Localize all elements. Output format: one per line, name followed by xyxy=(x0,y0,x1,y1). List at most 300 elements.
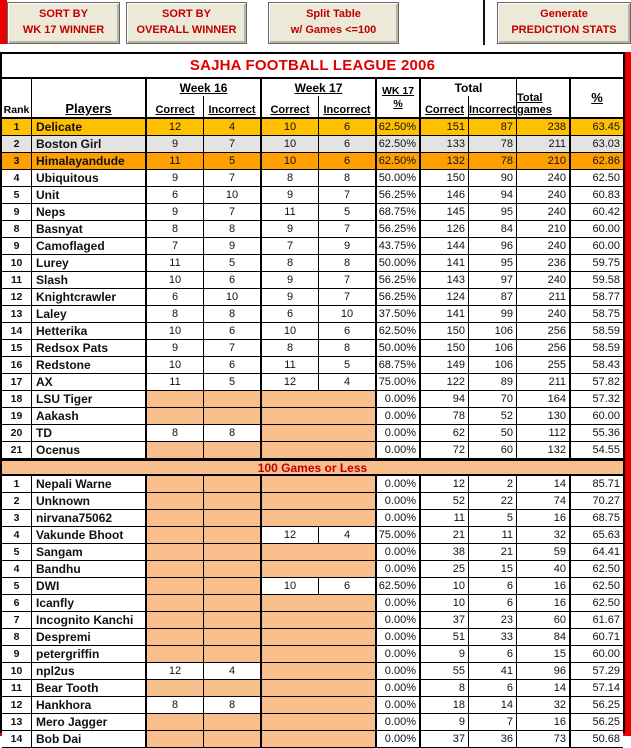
overall-pct-cell[interactable]: 57.32 xyxy=(571,391,623,408)
total-games-cell[interactable]: 240 xyxy=(517,272,571,289)
total-games-cell[interactable]: 238 xyxy=(517,119,571,136)
player-name-cell[interactable]: Knightcrawler xyxy=(32,289,147,306)
total-correct-cell[interactable]: 10 xyxy=(421,578,469,595)
header-week16-incorrect[interactable] xyxy=(204,96,262,117)
total-incorrect-cell[interactable]: 36 xyxy=(469,731,517,748)
total-games-cell[interactable]: 240 xyxy=(517,306,571,323)
week16-incorrect-cell[interactable]: 6 xyxy=(204,272,262,289)
total-incorrect-cell[interactable]: 78 xyxy=(469,136,517,153)
player-name-cell[interactable]: Neps xyxy=(32,204,147,221)
wk17-pct-cell[interactable]: 43.75% xyxy=(377,238,421,255)
player-name-cell[interactable]: Icanfly xyxy=(32,595,147,612)
week16-incorrect-cell[interactable] xyxy=(204,680,262,697)
rank-cell[interactable]: 9 xyxy=(2,646,32,663)
sort-by-overall-winner-button[interactable] xyxy=(126,2,247,44)
total-correct-cell[interactable]: 150 xyxy=(421,323,469,340)
week16-incorrect-cell[interactable] xyxy=(204,544,262,561)
week16-correct-cell[interactable]: 11 xyxy=(147,374,204,391)
total-incorrect-cell[interactable]: 33 xyxy=(469,629,517,646)
player-name-cell[interactable]: Despremi xyxy=(32,629,147,646)
wk17-pct-cell[interactable]: 0.00% xyxy=(377,595,421,612)
rank-cell[interactable]: 7 xyxy=(2,612,32,629)
wk17-pct-cell[interactable]: 50.00% xyxy=(377,170,421,187)
week17-blank-cell[interactable] xyxy=(262,493,377,510)
week17-correct-cell[interactable]: 8 xyxy=(262,340,319,357)
week16-incorrect-cell[interactable]: 10 xyxy=(204,187,262,204)
player-name-cell[interactable]: Ocenus xyxy=(32,442,147,459)
total-games-cell[interactable]: 84 xyxy=(517,629,571,646)
header-total-correct[interactable] xyxy=(421,96,469,117)
player-name-cell[interactable]: Redsox Pats xyxy=(32,340,147,357)
wk17-pct-cell[interactable]: 0.00% xyxy=(377,680,421,697)
week17-incorrect-cell[interactable]: 5 xyxy=(319,357,377,374)
total-incorrect-cell[interactable]: 70 xyxy=(469,391,517,408)
total-games-cell[interactable]: 211 xyxy=(517,136,571,153)
rank-cell[interactable]: 11 xyxy=(2,272,32,289)
total-incorrect-cell[interactable]: 6 xyxy=(469,578,517,595)
overall-pct-cell[interactable]: 60.00 xyxy=(571,408,623,425)
rank-cell[interactable]: 9 xyxy=(2,204,32,221)
rank-cell[interactable]: 6 xyxy=(2,595,32,612)
total-incorrect-cell[interactable]: 14 xyxy=(469,697,517,714)
overall-pct-cell[interactable]: 68.75 xyxy=(571,510,623,527)
overall-pct-cell[interactable]: 59.75 xyxy=(571,255,623,272)
total-games-cell[interactable]: 240 xyxy=(517,238,571,255)
overall-pct-cell[interactable]: 59.58 xyxy=(571,272,623,289)
week16-correct-cell[interactable] xyxy=(147,714,204,731)
rank-cell[interactable]: 14 xyxy=(2,731,32,748)
week16-correct-cell[interactable]: 10 xyxy=(147,272,204,289)
week16-incorrect-cell[interactable]: 8 xyxy=(204,221,262,238)
week16-correct-cell[interactable]: 12 xyxy=(147,119,204,136)
wk17-pct-cell[interactable]: 56.25% xyxy=(377,221,421,238)
week16-correct-cell[interactable] xyxy=(147,629,204,646)
week16-correct-cell[interactable]: 8 xyxy=(147,306,204,323)
total-correct-cell[interactable]: 52 xyxy=(421,493,469,510)
overall-pct-cell[interactable]: 63.45 xyxy=(571,119,623,136)
overall-pct-cell[interactable]: 60.83 xyxy=(571,187,623,204)
rank-cell[interactable]: 10 xyxy=(2,663,32,680)
rank-cell[interactable]: 3 xyxy=(2,153,32,170)
week17-incorrect-cell[interactable]: 7 xyxy=(319,221,377,238)
total-incorrect-cell[interactable]: 52 xyxy=(469,408,517,425)
rank-cell[interactable]: 8 xyxy=(2,221,32,238)
overall-pct-cell[interactable]: 85.71 xyxy=(571,476,623,493)
rank-cell[interactable]: 9 xyxy=(2,238,32,255)
wk17-pct-cell[interactable]: 37.50% xyxy=(377,306,421,323)
week16-incorrect-cell[interactable] xyxy=(204,612,262,629)
week16-correct-cell[interactable] xyxy=(147,680,204,697)
header-week17-correct[interactable] xyxy=(262,96,319,117)
overall-pct-cell[interactable]: 62.50 xyxy=(571,170,623,187)
total-incorrect-cell[interactable]: 94 xyxy=(469,187,517,204)
week16-incorrect-cell[interactable]: 5 xyxy=(204,255,262,272)
overall-pct-cell[interactable]: 50.68 xyxy=(571,731,623,748)
wk17-pct-cell[interactable]: 50.00% xyxy=(377,340,421,357)
week16-correct-cell[interactable] xyxy=(147,646,204,663)
total-correct-cell[interactable]: 37 xyxy=(421,731,469,748)
week16-correct-cell[interactable]: 8 xyxy=(147,425,204,442)
wk17-pct-cell[interactable]: 62.50% xyxy=(377,136,421,153)
week17-blank-cell[interactable] xyxy=(262,697,377,714)
total-correct-cell[interactable]: 132 xyxy=(421,153,469,170)
week16-incorrect-cell[interactable]: 5 xyxy=(204,374,262,391)
overall-pct-cell[interactable]: 58.77 xyxy=(571,289,623,306)
overall-pct-cell[interactable]: 61.67 xyxy=(571,612,623,629)
header-week17[interactable] xyxy=(262,79,377,96)
week17-incorrect-cell[interactable]: 6 xyxy=(319,119,377,136)
player-name-cell[interactable]: TD xyxy=(32,425,147,442)
week16-correct-cell[interactable]: 6 xyxy=(147,289,204,306)
week16-correct-cell[interactable] xyxy=(147,578,204,595)
total-correct-cell[interactable]: 151 xyxy=(421,119,469,136)
header-week17-incorrect[interactable] xyxy=(319,96,377,117)
total-games-cell[interactable]: 240 xyxy=(517,204,571,221)
wk17-pct-cell[interactable]: 0.00% xyxy=(377,561,421,578)
rank-cell[interactable]: 2 xyxy=(2,493,32,510)
week17-incorrect-cell[interactable]: 9 xyxy=(319,238,377,255)
total-correct-cell[interactable]: 38 xyxy=(421,544,469,561)
total-games-cell[interactable]: 130 xyxy=(517,408,571,425)
wk17-pct-cell[interactable]: 75.00% xyxy=(377,374,421,391)
week16-incorrect-cell[interactable]: 7 xyxy=(204,170,262,187)
week17-correct-cell[interactable]: 9 xyxy=(262,272,319,289)
week16-correct-cell[interactable] xyxy=(147,391,204,408)
total-incorrect-cell[interactable]: 22 xyxy=(469,493,517,510)
player-name-cell[interactable]: Ubiquitous xyxy=(32,170,147,187)
player-name-cell[interactable]: Bandhu xyxy=(32,561,147,578)
week17-incorrect-cell[interactable]: 7 xyxy=(319,289,377,306)
overall-pct-cell[interactable]: 62.50 xyxy=(571,561,623,578)
header-total[interactable]: Total xyxy=(421,79,517,96)
wk17-pct-cell[interactable]: 56.25% xyxy=(377,289,421,306)
player-name-cell[interactable]: petergriffin xyxy=(32,646,147,663)
week16-correct-cell[interactable] xyxy=(147,493,204,510)
week16-correct-cell[interactable]: 9 xyxy=(147,170,204,187)
total-incorrect-cell[interactable]: 90 xyxy=(469,170,517,187)
rank-cell[interactable]: 18 xyxy=(2,391,32,408)
wk17-pct-cell[interactable]: 0.00% xyxy=(377,697,421,714)
total-games-cell[interactable]: 240 xyxy=(517,170,571,187)
rank-cell[interactable]: 16 xyxy=(2,357,32,374)
week17-blank-cell[interactable] xyxy=(262,544,377,561)
week17-incorrect-cell[interactable]: 4 xyxy=(319,374,377,391)
total-games-cell[interactable]: 256 xyxy=(517,323,571,340)
week17-correct-cell[interactable]: 10 xyxy=(262,153,319,170)
total-correct-cell[interactable]: 133 xyxy=(421,136,469,153)
wk17-pct-cell[interactable]: 0.00% xyxy=(377,510,421,527)
total-incorrect-cell[interactable]: 84 xyxy=(469,221,517,238)
rank-cell[interactable]: 5 xyxy=(2,187,32,204)
wk17-pct-cell[interactable]: 0.00% xyxy=(377,612,421,629)
player-name-cell[interactable]: DWI xyxy=(32,578,147,595)
week17-correct-cell[interactable]: 9 xyxy=(262,187,319,204)
week16-correct-cell[interactable] xyxy=(147,408,204,425)
week16-correct-cell[interactable]: 11 xyxy=(147,153,204,170)
total-correct-cell[interactable]: 141 xyxy=(421,255,469,272)
total-correct-cell[interactable]: 144 xyxy=(421,238,469,255)
total-correct-cell[interactable]: 141 xyxy=(421,306,469,323)
week16-correct-cell[interactable]: 6 xyxy=(147,187,204,204)
generate-prediction-stats-button[interactable] xyxy=(497,2,631,44)
player-name-cell[interactable]: npl2us xyxy=(32,663,147,680)
wk17-pct-cell[interactable]: 0.00% xyxy=(377,663,421,680)
week16-incorrect-cell[interactable] xyxy=(204,646,262,663)
total-correct-cell[interactable]: 18 xyxy=(421,697,469,714)
week16-incorrect-cell[interactable]: 5 xyxy=(204,153,262,170)
player-name-cell[interactable]: Aakash xyxy=(32,408,147,425)
overall-pct-cell[interactable]: 60.00 xyxy=(571,238,623,255)
player-name-cell[interactable]: Vakunde Bhoot xyxy=(32,527,147,544)
week16-correct-cell[interactable] xyxy=(147,527,204,544)
week17-blank-cell[interactable] xyxy=(262,680,377,697)
rank-cell[interactable]: 8 xyxy=(2,629,32,646)
wk17-pct-cell[interactable]: 62.50% xyxy=(377,119,421,136)
total-games-cell[interactable]: 60 xyxy=(517,612,571,629)
week17-correct-cell[interactable]: 7 xyxy=(262,238,319,255)
rank-cell[interactable]: 20 xyxy=(2,425,32,442)
week16-correct-cell[interactable]: 9 xyxy=(147,204,204,221)
total-correct-cell[interactable]: 25 xyxy=(421,561,469,578)
week17-blank-cell[interactable] xyxy=(262,663,377,680)
total-games-cell[interactable]: 16 xyxy=(517,595,571,612)
wk17-pct-cell[interactable]: 62.50% xyxy=(377,323,421,340)
total-incorrect-cell[interactable]: 95 xyxy=(469,204,517,221)
overall-pct-cell[interactable]: 55.36 xyxy=(571,425,623,442)
wk17-pct-cell[interactable]: 75.00% xyxy=(377,527,421,544)
total-correct-cell[interactable]: 37 xyxy=(421,612,469,629)
week17-blank-cell[interactable] xyxy=(262,408,377,425)
total-games-cell[interactable]: 256 xyxy=(517,340,571,357)
overall-pct-cell[interactable]: 62.86 xyxy=(571,153,623,170)
player-name-cell[interactable]: Mero Jagger xyxy=(32,714,147,731)
rank-cell[interactable]: 1 xyxy=(2,476,32,493)
rank-cell[interactable]: 1 xyxy=(2,119,32,136)
rank-cell[interactable]: 13 xyxy=(2,714,32,731)
rank-cell[interactable]: 10 xyxy=(2,255,32,272)
total-incorrect-cell[interactable]: 11 xyxy=(469,527,517,544)
total-games-cell[interactable]: 73 xyxy=(517,731,571,748)
week17-incorrect-cell[interactable]: 6 xyxy=(319,153,377,170)
total-games-cell[interactable]: 96 xyxy=(517,663,571,680)
total-games-cell[interactable]: 255 xyxy=(517,357,571,374)
week16-incorrect-cell[interactable]: 8 xyxy=(204,425,262,442)
player-name-cell[interactable]: Unknown xyxy=(32,493,147,510)
wk17-pct-cell[interactable]: 68.75% xyxy=(377,204,421,221)
total-correct-cell[interactable]: 150 xyxy=(421,340,469,357)
header-total-games[interactable] xyxy=(517,79,571,117)
total-games-cell[interactable]: 40 xyxy=(517,561,571,578)
split-table-button[interactable] xyxy=(268,2,399,44)
week16-correct-cell[interactable] xyxy=(147,595,204,612)
week17-blank-cell[interactable] xyxy=(262,510,377,527)
week17-incorrect-cell[interactable]: 7 xyxy=(319,272,377,289)
week17-incorrect-cell[interactable]: 8 xyxy=(319,340,377,357)
overall-pct-cell[interactable]: 60.42 xyxy=(571,204,623,221)
week17-blank-cell[interactable] xyxy=(262,714,377,731)
total-incorrect-cell[interactable]: 87 xyxy=(469,119,517,136)
total-correct-cell[interactable]: 21 xyxy=(421,527,469,544)
rank-cell[interactable]: 19 xyxy=(2,408,32,425)
player-name-cell[interactable]: LSU Tiger xyxy=(32,391,147,408)
header-week16[interactable] xyxy=(147,79,262,96)
week16-incorrect-cell[interactable] xyxy=(204,442,262,459)
player-name-cell[interactable]: Himalayandude xyxy=(32,153,147,170)
week17-blank-cell[interactable] xyxy=(262,476,377,493)
wk17-pct-cell[interactable]: 0.00% xyxy=(377,629,421,646)
player-name-cell[interactable]: Bob Dai xyxy=(32,731,147,748)
player-name-cell[interactable]: Camoflaged xyxy=(32,238,147,255)
week16-correct-cell[interactable]: 9 xyxy=(147,340,204,357)
week17-incorrect-cell[interactable]: 7 xyxy=(319,187,377,204)
overall-pct-cell[interactable]: 57.29 xyxy=(571,663,623,680)
week17-incorrect-cell[interactable]: 5 xyxy=(319,204,377,221)
header-overall-pct[interactable] xyxy=(571,79,623,117)
wk17-pct-cell[interactable]: 0.00% xyxy=(377,391,421,408)
rank-cell[interactable]: 12 xyxy=(2,697,32,714)
week16-incorrect-cell[interactable] xyxy=(204,595,262,612)
player-name-cell[interactable]: Slash xyxy=(32,272,147,289)
wk17-pct-cell[interactable]: 62.50% xyxy=(377,578,421,595)
total-correct-cell[interactable]: 10 xyxy=(421,595,469,612)
week17-correct-cell[interactable]: 9 xyxy=(262,289,319,306)
total-correct-cell[interactable]: 51 xyxy=(421,629,469,646)
wk17-pct-cell[interactable]: 0.00% xyxy=(377,408,421,425)
header-players[interactable] xyxy=(32,79,147,117)
week17-incorrect-cell[interactable]: 8 xyxy=(319,170,377,187)
week17-correct-cell[interactable]: 11 xyxy=(262,357,319,374)
overall-pct-cell[interactable]: 57.14 xyxy=(571,680,623,697)
total-games-cell[interactable]: 74 xyxy=(517,493,571,510)
header-week16-correct[interactable] xyxy=(147,96,204,117)
player-name-cell[interactable]: Laley xyxy=(32,306,147,323)
week17-blank-cell[interactable] xyxy=(262,612,377,629)
player-name-cell[interactable]: Boston Girl xyxy=(32,136,147,153)
total-games-cell[interactable]: 32 xyxy=(517,527,571,544)
overall-pct-cell[interactable]: 58.59 xyxy=(571,323,623,340)
player-name-cell[interactable]: Hankhora xyxy=(32,697,147,714)
week16-incorrect-cell[interactable] xyxy=(204,578,262,595)
week16-incorrect-cell[interactable]: 7 xyxy=(204,204,262,221)
total-correct-cell[interactable]: 9 xyxy=(421,646,469,663)
total-games-cell[interactable]: 211 xyxy=(517,374,571,391)
total-incorrect-cell[interactable]: 95 xyxy=(469,255,517,272)
total-incorrect-cell[interactable]: 106 xyxy=(469,340,517,357)
total-correct-cell[interactable]: 55 xyxy=(421,663,469,680)
overall-pct-cell[interactable]: 63.03 xyxy=(571,136,623,153)
player-name-cell[interactable]: Bear Tooth xyxy=(32,680,147,697)
total-games-cell[interactable]: 211 xyxy=(517,289,571,306)
total-games-cell[interactable]: 16 xyxy=(517,510,571,527)
week17-blank-cell[interactable] xyxy=(262,629,377,646)
total-correct-cell[interactable]: 150 xyxy=(421,170,469,187)
week16-correct-cell[interactable] xyxy=(147,612,204,629)
week17-blank-cell[interactable] xyxy=(262,595,377,612)
total-games-cell[interactable]: 132 xyxy=(517,442,571,459)
overall-pct-cell[interactable]: 65.63 xyxy=(571,527,623,544)
wk17-pct-cell[interactable]: 62.50% xyxy=(377,153,421,170)
week16-incorrect-cell[interactable] xyxy=(204,493,262,510)
total-incorrect-cell[interactable]: 89 xyxy=(469,374,517,391)
total-correct-cell[interactable]: 72 xyxy=(421,442,469,459)
week16-incorrect-cell[interactable]: 6 xyxy=(204,357,262,374)
overall-pct-cell[interactable]: 60.71 xyxy=(571,629,623,646)
total-games-cell[interactable]: 236 xyxy=(517,255,571,272)
week17-incorrect-cell[interactable]: 6 xyxy=(319,578,377,595)
rank-cell[interactable]: 17 xyxy=(2,374,32,391)
rank-cell[interactable]: 13 xyxy=(2,306,32,323)
total-correct-cell[interactable]: 94 xyxy=(421,391,469,408)
total-incorrect-cell[interactable]: 50 xyxy=(469,425,517,442)
total-correct-cell[interactable]: 124 xyxy=(421,289,469,306)
player-name-cell[interactable]: Lurey xyxy=(32,255,147,272)
total-correct-cell[interactable]: 149 xyxy=(421,357,469,374)
week16-correct-cell[interactable] xyxy=(147,442,204,459)
week16-correct-cell[interactable]: 10 xyxy=(147,323,204,340)
wk17-pct-cell[interactable]: 0.00% xyxy=(377,493,421,510)
total-correct-cell[interactable]: 146 xyxy=(421,187,469,204)
player-name-cell[interactable]: Hetterika xyxy=(32,323,147,340)
wk17-pct-cell[interactable]: 56.25% xyxy=(377,272,421,289)
week17-incorrect-cell[interactable]: 6 xyxy=(319,323,377,340)
total-incorrect-cell[interactable]: 21 xyxy=(469,544,517,561)
week16-incorrect-cell[interactable] xyxy=(204,629,262,646)
week16-correct-cell[interactable]: 10 xyxy=(147,357,204,374)
overall-pct-cell[interactable]: 70.27 xyxy=(571,493,623,510)
week17-correct-cell[interactable]: 8 xyxy=(262,170,319,187)
week17-correct-cell[interactable]: 10 xyxy=(262,119,319,136)
week16-incorrect-cell[interactable] xyxy=(204,476,262,493)
week16-incorrect-cell[interactable]: 8 xyxy=(204,306,262,323)
rank-cell[interactable]: 4 xyxy=(2,170,32,187)
rank-cell[interactable]: 2 xyxy=(2,136,32,153)
total-incorrect-cell[interactable]: 60 xyxy=(469,442,517,459)
player-name-cell[interactable]: Basnyat xyxy=(32,221,147,238)
week16-incorrect-cell[interactable]: 10 xyxy=(204,289,262,306)
total-incorrect-cell[interactable]: 5 xyxy=(469,510,517,527)
week17-correct-cell[interactable]: 10 xyxy=(262,136,319,153)
total-correct-cell[interactable]: 143 xyxy=(421,272,469,289)
total-correct-cell[interactable]: 9 xyxy=(421,714,469,731)
total-games-cell[interactable]: 210 xyxy=(517,221,571,238)
total-games-cell[interactable]: 16 xyxy=(517,714,571,731)
rank-cell[interactable]: 11 xyxy=(2,680,32,697)
wk17-pct-cell[interactable]: 56.25% xyxy=(377,187,421,204)
rank-cell[interactable]: 12 xyxy=(2,289,32,306)
week17-blank-cell[interactable] xyxy=(262,646,377,663)
wk17-pct-cell[interactable]: 0.00% xyxy=(377,544,421,561)
week16-incorrect-cell[interactable] xyxy=(204,527,262,544)
total-correct-cell[interactable]: 11 xyxy=(421,510,469,527)
week16-incorrect-cell[interactable] xyxy=(204,731,262,748)
week16-incorrect-cell[interactable] xyxy=(204,561,262,578)
sort-by-wk17-winner-button[interactable] xyxy=(7,2,120,44)
total-incorrect-cell[interactable]: 15 xyxy=(469,561,517,578)
overall-pct-cell[interactable]: 60.00 xyxy=(571,646,623,663)
week17-incorrect-cell[interactable]: 4 xyxy=(319,527,377,544)
overall-pct-cell[interactable]: 58.59 xyxy=(571,340,623,357)
rank-cell[interactable]: 15 xyxy=(2,340,32,357)
player-name-cell[interactable]: Sangam xyxy=(32,544,147,561)
week17-correct-cell[interactable]: 8 xyxy=(262,255,319,272)
week17-correct-cell[interactable]: 10 xyxy=(262,578,319,595)
total-games-cell[interactable]: 164 xyxy=(517,391,571,408)
overall-pct-cell[interactable]: 56.25 xyxy=(571,714,623,731)
rank-cell[interactable]: 3 xyxy=(2,510,32,527)
wk17-pct-cell[interactable]: 0.00% xyxy=(377,476,421,493)
total-games-cell[interactable]: 240 xyxy=(517,187,571,204)
section-divider-100-games[interactable]: 100 Games or Less xyxy=(2,459,623,476)
